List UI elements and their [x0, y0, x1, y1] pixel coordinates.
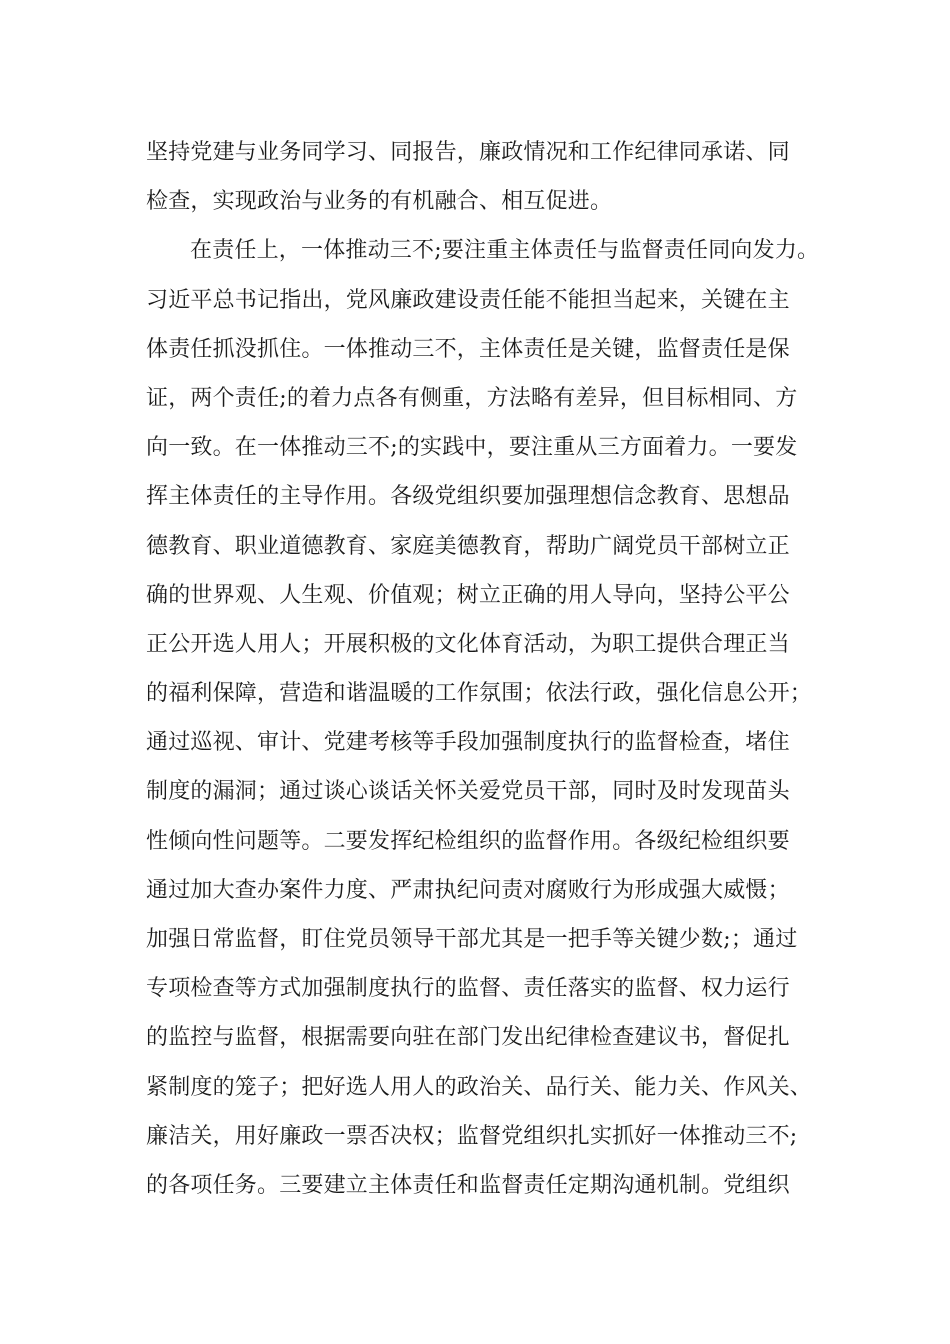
text-line-16: 通过加大查办案件力度、严肃执纪问责对腐败行为形成强大威慑； [146, 877, 790, 903]
text-line-19: 的监控与监督，根据需要向驻在部门发出纪律检查建议书，督促扎 [146, 1025, 790, 1051]
text-line-10: 确的世界观、人生观、价值观；树立正确的用人导向，坚持公平公 [146, 582, 790, 608]
text-line-22: 的各项任务。三要建立主体责任和监督责任定期沟通机制。党组织 [146, 1172, 790, 1198]
text-line-15: 性倾向性问题等。二要发挥纪检组织的监督作用。各级纪检组织要 [146, 828, 790, 854]
text-line-21: 廉洁关，用好廉政一票否决权；监督党组织扎实抓好一体推动三不; [146, 1123, 798, 1149]
text-line-11: 正公开选人用人；开展积极的文化体育活动，为职工提供合理正当 [146, 631, 790, 657]
text-line-13: 通过巡视、审计、党建考核等手段加强制度执行的监督检查，堵住 [146, 730, 790, 756]
text-line-8: 挥主体责任的主导作用。各级党组织要加强理想信念教育、思想品 [146, 484, 790, 510]
text-line-9: 德教育、职业道德教育、家庭美德教育，帮助广阔党员干部树立正 [146, 533, 790, 559]
text-line-12: 的福利保障，营造和谐温暖的工作氛围；依法行政，强化信息公开； [146, 681, 813, 707]
text-line-1: 坚持党建与业务同学习、同报告，廉政情况和工作纪律同承诺、同 [146, 140, 790, 165]
text-line-4: 习近平总书记指出，党风廉政建设责任能不能担当起来，关键在主 [146, 287, 790, 313]
text-line-3: 在责任上，一体推动三不;要注重主体责任与监督责任同向发力。 [190, 238, 820, 264]
text-line-7: 向一致。在一体推动三不;的实践中，要注重从三方面着力。一要发 [146, 435, 798, 461]
text-line-5: 体责任抓没抓住。一体推动三不，主体责任是关键，监督责任是保 [146, 336, 790, 362]
text-line-17: 加强日常监督，盯住党员领导干部尤其是一把手等关键少数;；通过 [146, 927, 798, 952]
body-text [146, 133, 836, 1215]
text-line-18: 专项检查等方式加强制度执行的监督、责任落实的监督、权力运行 [146, 976, 790, 1002]
text-line-6: 证，两个责任;的着力点各有侧重，方法略有差异，但目标相同、方 [146, 385, 798, 411]
text-line-2: 检查，实现政治与业务的有机融合、相互促进。 [146, 189, 613, 215]
text-line-20: 紧制度的笼子；把好选人用人的政治关、品行关、能力关、作风关、 [146, 1074, 813, 1100]
text-line-14: 制度的漏洞；通过谈心谈话关怀关爱党员干部，同时及时发现苗头 [146, 779, 790, 805]
